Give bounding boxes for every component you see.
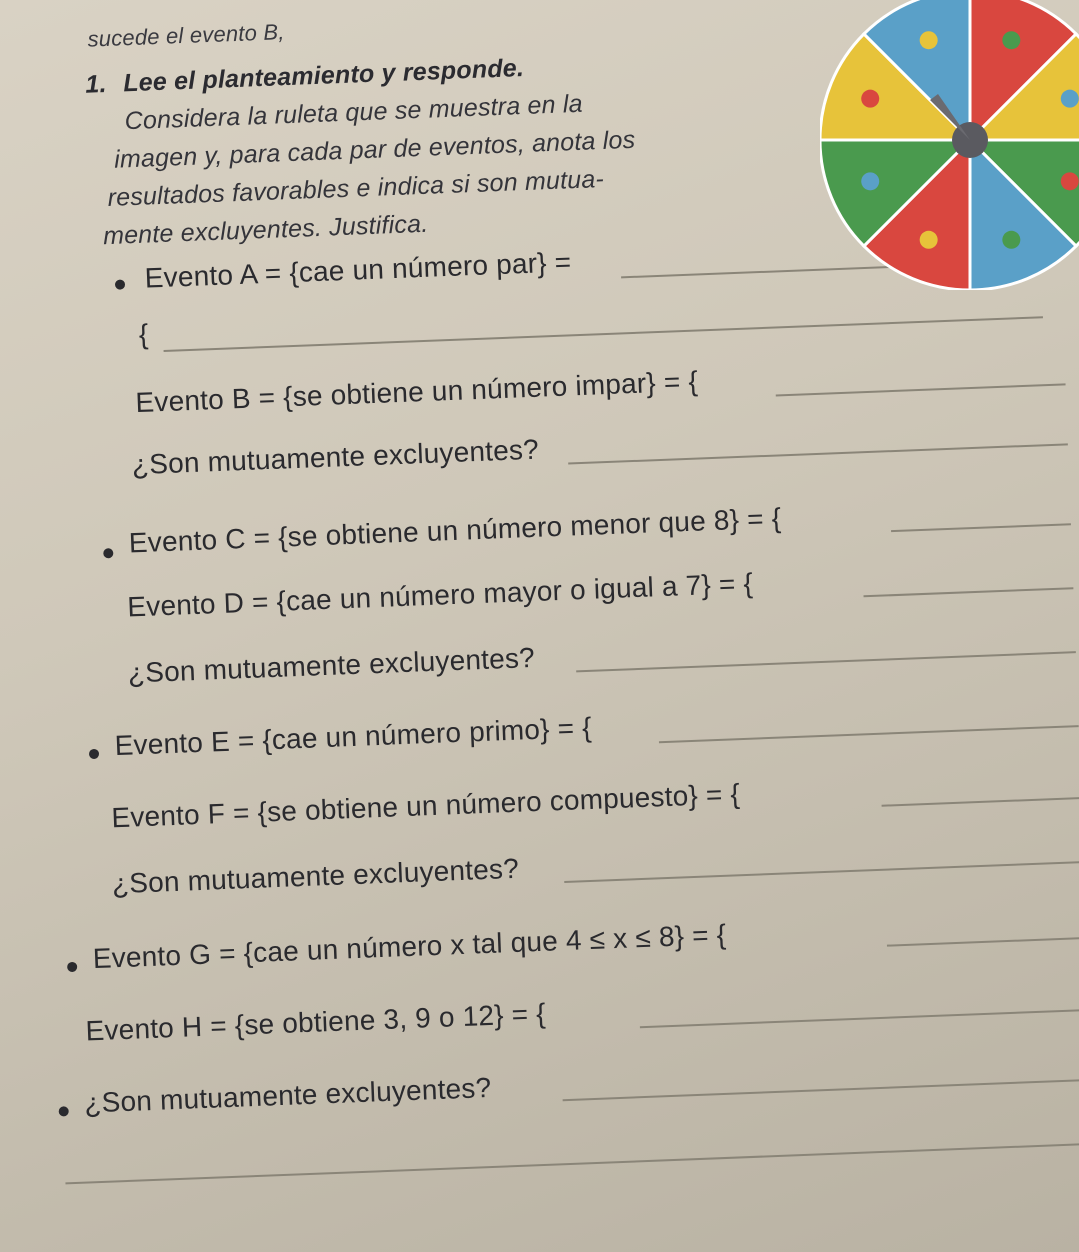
roulette-wheel-illustration bbox=[820, 0, 1079, 290]
instruction-line-1: Considera la ruleta que se muestra en la bbox=[124, 89, 584, 136]
answer-line-extra bbox=[65, 1143, 1079, 1184]
wheel-number-dot bbox=[1061, 172, 1079, 190]
answer-line-e bbox=[659, 725, 1079, 743]
question-mutually-exclusive-4: ¿Son mutuamente excluyentes? bbox=[83, 1071, 492, 1119]
wheel-number-dot bbox=[861, 90, 879, 108]
event-e-text: Evento E = {cae un número primo} = { bbox=[114, 711, 593, 762]
answer-line-q3 bbox=[564, 861, 1079, 882]
answer-line-c bbox=[891, 523, 1071, 531]
instruction-line-3: resultados favorables e indica si son mutua- bbox=[107, 164, 605, 213]
wheel-number-dot bbox=[920, 231, 938, 249]
event-a-text: Evento A = {cae un número par} = bbox=[144, 246, 572, 294]
answer-line-f bbox=[882, 797, 1079, 806]
answer-line-q1 bbox=[568, 443, 1068, 464]
answer-line-a2 bbox=[164, 316, 1043, 351]
wheel-number-dot bbox=[920, 31, 938, 49]
wheel-number-dot bbox=[1061, 90, 1079, 108]
answer-line-g bbox=[887, 937, 1079, 946]
exercise-number: 1. bbox=[84, 69, 108, 99]
exercise-title: Lee el planteamiento y responde. bbox=[122, 53, 525, 98]
answer-line-q4 bbox=[563, 1079, 1079, 1101]
instruction-line-2: imagen y, para cada par de eventos, anota los bbox=[113, 125, 636, 174]
wheel-number-dot bbox=[1002, 231, 1020, 249]
event-a-continuation: { bbox=[138, 318, 150, 350]
answer-line-d bbox=[863, 587, 1073, 597]
bullet-dot bbox=[67, 962, 77, 972]
event-b-text: Evento B = {se obtiene un número impar} = { bbox=[134, 365, 699, 419]
answer-line-q2 bbox=[576, 651, 1076, 672]
top-line-text: sucede el evento B, bbox=[87, 19, 285, 52]
answer-line-b bbox=[776, 383, 1066, 396]
bullet-dot bbox=[115, 279, 125, 289]
event-h-text: Evento H = {se obtiene 3, 9 o 12} = { bbox=[85, 997, 547, 1047]
bullet-dot bbox=[59, 1106, 69, 1116]
answer-line-h bbox=[640, 1009, 1079, 1028]
bullet-dot bbox=[89, 749, 99, 759]
event-g-text: Evento G = {cae un número x tal que 4 ≤ x ≤ 8} = { bbox=[92, 918, 727, 975]
question-mutually-exclusive-2: ¿Son mutuamente excluyentes? bbox=[127, 641, 536, 689]
event-f-text: Evento F = {se obtiene un número compuesto} = { bbox=[110, 778, 741, 834]
question-mutually-exclusive-3: ¿Son mutuamente excluyentes? bbox=[111, 852, 520, 900]
wheel-number-dot bbox=[861, 172, 879, 190]
bullet-dot bbox=[103, 548, 113, 558]
question-mutually-exclusive-1: ¿Son mutuamente excluyentes? bbox=[131, 433, 540, 481]
event-d-text: Evento D = {cae un número mayor o igual a 7} = { bbox=[126, 567, 754, 623]
instruction-line-4: mente excluyentes. Justifica. bbox=[102, 209, 429, 251]
event-c-text: Evento C = {se obtiene un número menor que 8} = { bbox=[128, 502, 782, 559]
wheel-number-dot bbox=[1002, 31, 1020, 49]
